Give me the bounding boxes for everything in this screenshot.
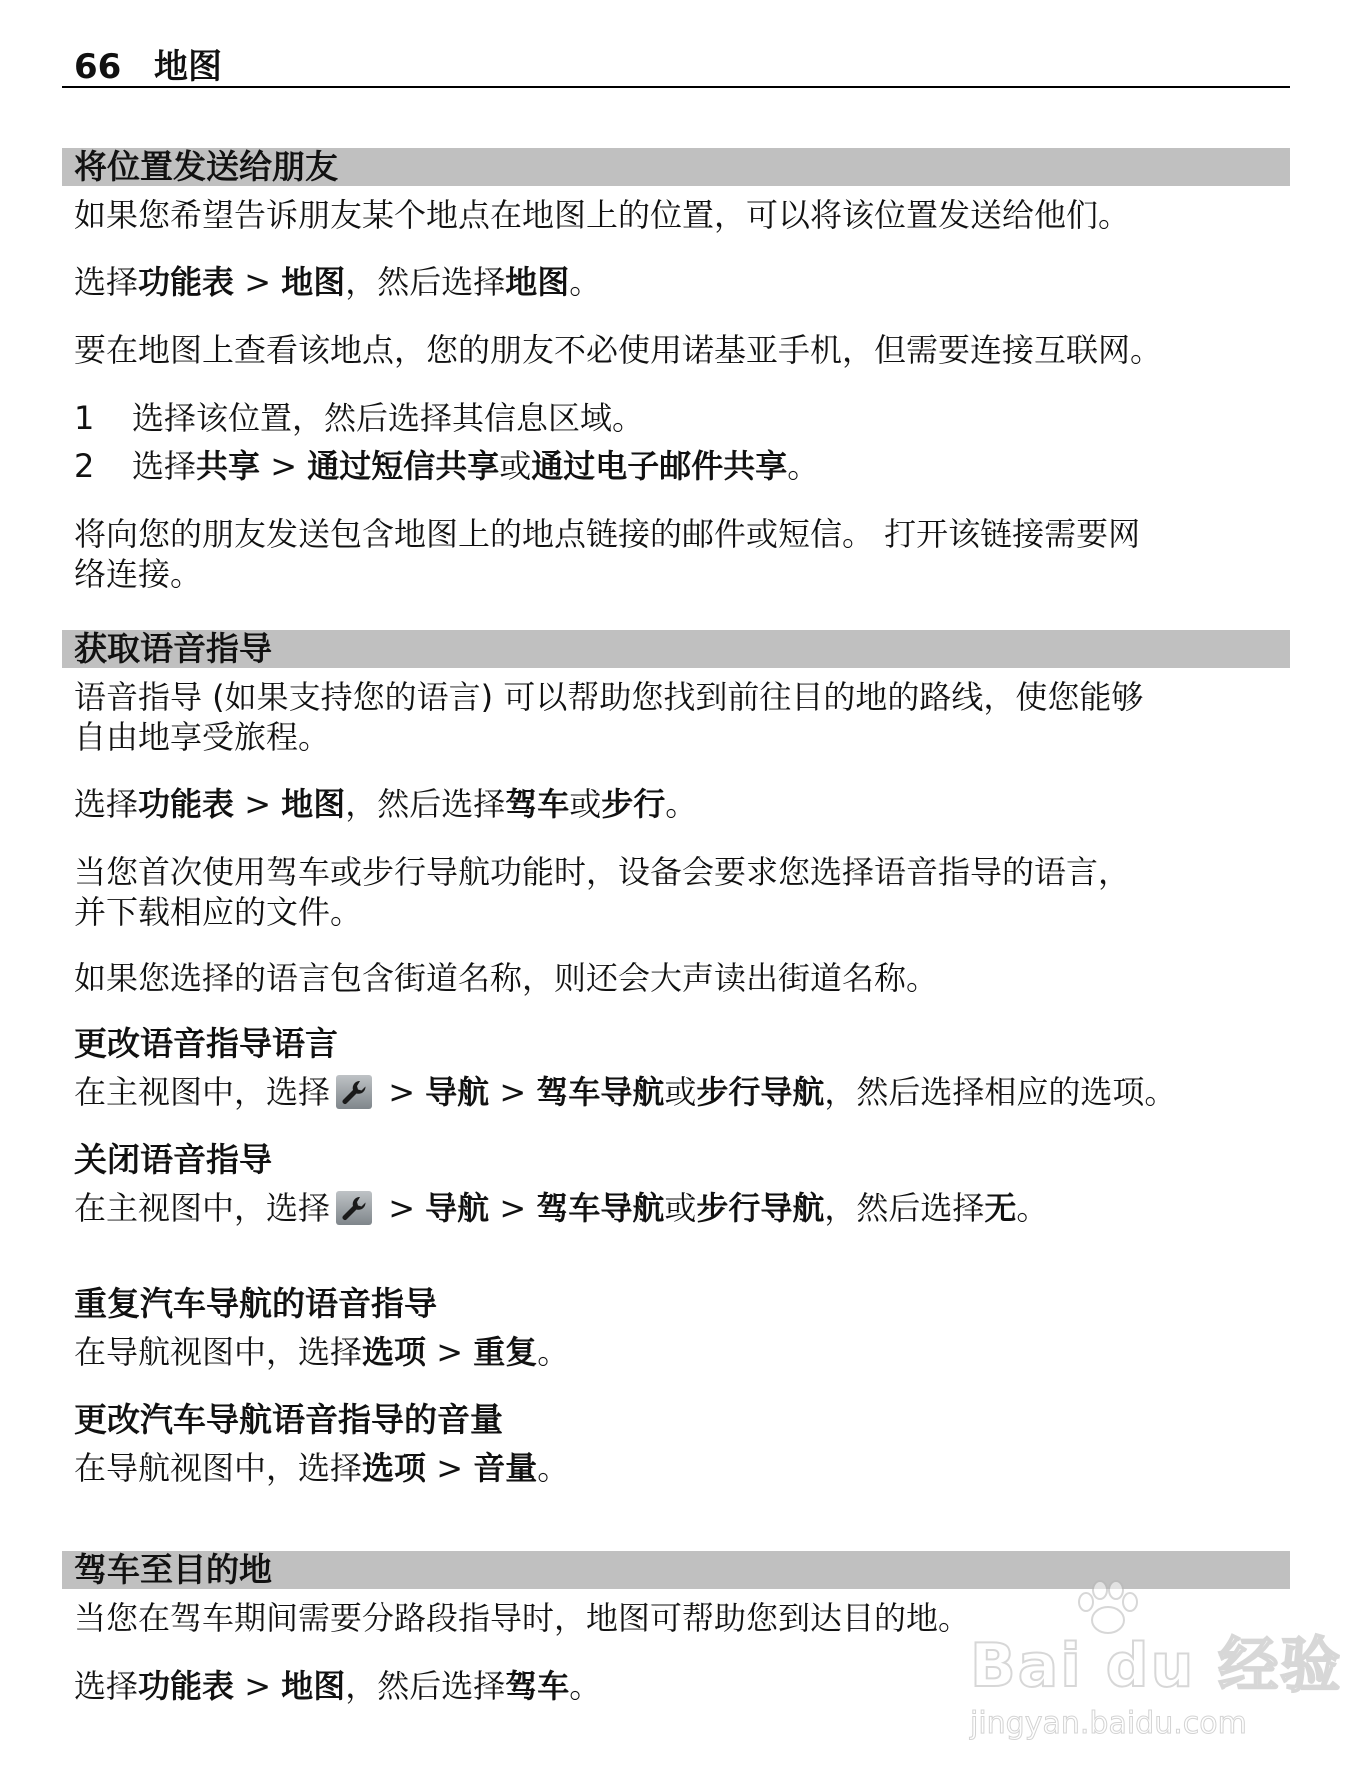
text-fragment: 或: [569, 785, 602, 823]
volume-label: 音量: [473, 1449, 538, 1487]
step-number: 1: [74, 399, 95, 437]
paragraph: 将向您的朋友发送包含地图上的地点链接的邮件或短信。 打开该链接需要网: [74, 515, 1141, 553]
text-fragment: 选择: [132, 447, 197, 485]
instruction-line: [74, 1332, 1294, 1372]
paragraph: 当您首次使用驾车或步行导航功能时，设备会要求您选择语音指导的语言，: [74, 853, 1131, 891]
paragraph: 语音指导 (如果支持您的语言) 可以帮助您找到前往目的地的路线，使您能够: [74, 678, 1144, 716]
step-text: 选择该位置，然后选择其信息区域。: [132, 399, 645, 437]
options-label: 选项: [362, 1333, 427, 1371]
text-fragment: 或: [664, 1073, 697, 1111]
instruction-line: [74, 784, 1294, 824]
maps-label: 地图: [281, 785, 346, 823]
text-fragment: ，然后选择: [345, 785, 506, 823]
text-fragment: 或: [499, 447, 532, 485]
text-fragment: 。: [569, 1667, 602, 1705]
drive-label: 驾车: [505, 785, 570, 823]
step-number: 2: [74, 447, 95, 485]
watermark-url: jingyan.baidu.com: [970, 1706, 1247, 1741]
text-fragment: 。: [569, 263, 602, 301]
share-email-label: 通过电子邮件共享: [531, 447, 788, 485]
baidu-watermark: [960, 1590, 1343, 1750]
text-fragment: 。: [1016, 1189, 1049, 1227]
navigation-label: 导航: [425, 1189, 490, 1227]
instruction-line: [74, 1188, 1294, 1228]
separator: >: [426, 1333, 474, 1371]
list-item: [74, 446, 1294, 486]
text-fragment: 选择: [74, 1667, 139, 1705]
share-sms-label: 通过短信共享: [307, 447, 500, 485]
text-fragment: 。: [787, 447, 820, 485]
share-label: 共享: [196, 447, 261, 485]
walk-nav-label: 步行导航: [696, 1189, 825, 1227]
maps-label: 地图: [281, 1667, 346, 1705]
separator: >: [260, 447, 308, 485]
separator: >: [489, 1073, 537, 1111]
separator: >: [378, 1073, 426, 1111]
separator: >: [489, 1189, 537, 1227]
options-label: 选项: [362, 1449, 427, 1487]
section-bar-send-location: [62, 148, 1290, 186]
text-fragment: ，然后选择: [345, 263, 506, 301]
walk-label: 步行: [601, 785, 666, 823]
text-fragment: 或: [664, 1189, 697, 1227]
text-fragment: 在导航视图中，选择: [74, 1449, 363, 1487]
paragraph: 并下载相应的文件。: [74, 893, 363, 931]
separator: >: [378, 1189, 426, 1227]
subheading: 重复汽车导航的语音指导: [74, 1284, 437, 1323]
instruction-line: [74, 1072, 1294, 1112]
text-fragment: ，然后选择: [345, 1667, 506, 1705]
text-fragment: ，然后选择: [824, 1189, 985, 1227]
paragraph: 如果您选择的语言包含街道名称，则还会大声读出街道名称。: [74, 959, 939, 997]
instruction-line: [74, 1448, 1294, 1488]
watermark-logo: Bai du 经验: [970, 1631, 1343, 1701]
menu-label: 功能表: [138, 263, 235, 301]
drive-label: 驾车: [505, 1667, 570, 1705]
page-number: 66: [74, 47, 122, 87]
walk-nav-label: 步行导航: [696, 1073, 825, 1111]
maps-label: 地图: [505, 263, 570, 301]
section-title: 获取语音指导: [74, 629, 272, 668]
text-fragment: 在导航视图中，选择: [74, 1333, 363, 1371]
list-item: [74, 398, 1294, 438]
text-fragment: 在主视图中，选择: [74, 1189, 331, 1227]
repeat-label: 重复: [473, 1333, 538, 1371]
subheading: 关闭语音指导: [74, 1140, 272, 1179]
menu-label: 功能表: [138, 1667, 235, 1705]
menu-label: 功能表: [138, 785, 235, 823]
paragraph: 络连接。: [74, 555, 203, 593]
maps-label: 地图: [281, 263, 346, 301]
chapter-title: 地图: [154, 47, 222, 87]
separator: >: [234, 1667, 282, 1705]
subheading: 更改汽车导航语音指导的音量: [74, 1400, 503, 1439]
section-bar-voice-guidance: [62, 630, 1290, 668]
text-fragment: 在主视图中，选择: [74, 1073, 331, 1111]
text-fragment: 选择: [74, 785, 139, 823]
paragraph: 当您在驾车期间需要分路段指导时，地图可帮助您到达目的地。: [74, 1599, 971, 1637]
text-fragment: 。: [537, 1333, 570, 1371]
drive-nav-label: 驾车导航: [536, 1073, 665, 1111]
paragraph: 要在地图上查看该地点，您的朋友不必使用诺基亚手机，但需要连接互联网。: [74, 331, 1163, 369]
separator: >: [234, 785, 282, 823]
none-label: 无: [984, 1189, 1017, 1227]
paragraph: 自由地享受旅程。: [74, 718, 331, 756]
text-fragment: 选择: [74, 263, 139, 301]
section-title: 将位置发送给朋友: [74, 147, 338, 186]
drive-nav-label: 驾车导航: [536, 1189, 665, 1227]
paragraph: 如果您希望告诉朋友某个地点在地图上的位置，可以将该位置发送给他们。: [74, 196, 1131, 234]
navigation-label: 导航: [425, 1073, 490, 1111]
wrench-icon: [336, 1191, 372, 1225]
text-fragment: 。: [665, 785, 698, 823]
subheading: 更改语音指导语言: [74, 1024, 338, 1063]
text-fragment: ，然后选择相应的选项。: [824, 1073, 1177, 1111]
section-title: 驾车至目的地: [74, 1550, 272, 1589]
text-fragment: 。: [537, 1449, 570, 1487]
wrench-icon: [336, 1075, 372, 1109]
instruction-line: [74, 262, 1294, 302]
separator: >: [234, 263, 282, 301]
page-header: [62, 46, 1290, 88]
separator: >: [426, 1449, 474, 1487]
